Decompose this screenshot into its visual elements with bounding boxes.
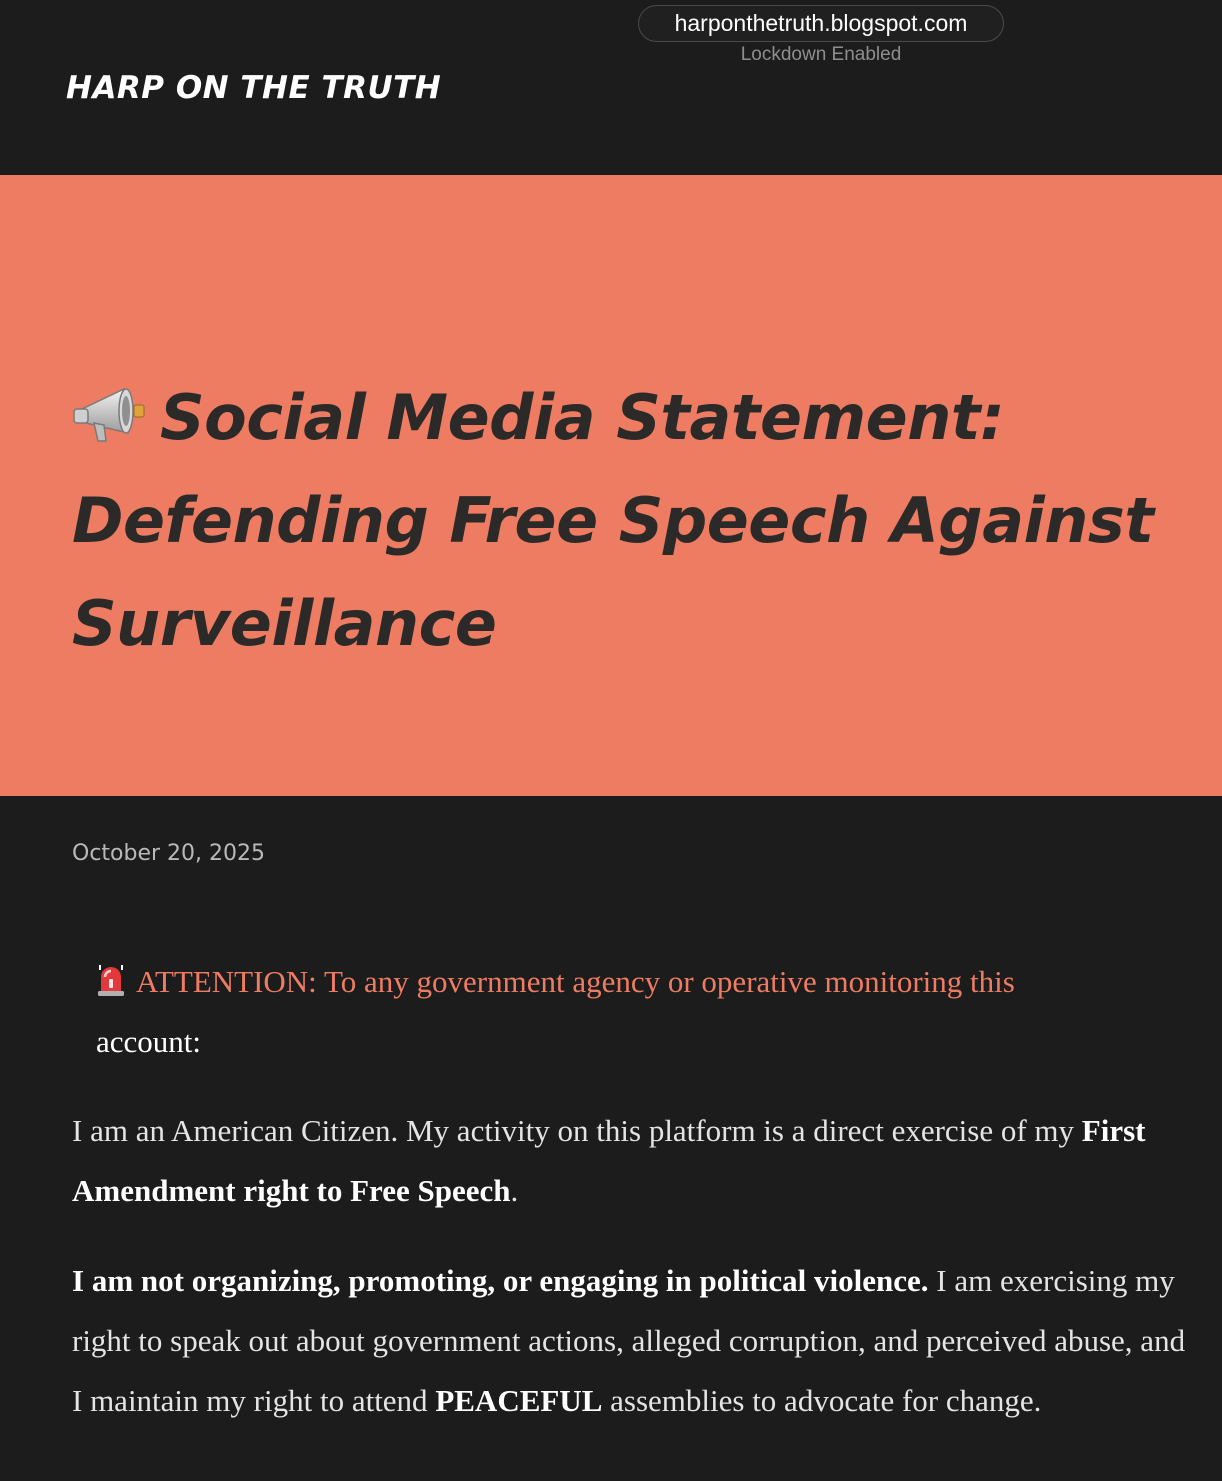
paragraph-nonviolence-end: assemblies to advocate for change. bbox=[602, 1383, 1042, 1418]
attention-rest: account: bbox=[96, 1024, 202, 1059]
address-bar-url: harponthetruth.blogspot.com bbox=[674, 10, 968, 36]
lockdown-status: Lockdown Enabled bbox=[740, 44, 902, 65]
siren-icon bbox=[96, 963, 126, 997]
paragraph-nonviolence-bold2: PEACEFUL bbox=[435, 1383, 603, 1418]
attention-highlight: ATTENTION: To any government agency or operative monitoring this bbox=[136, 964, 1015, 999]
paragraph-citizen bbox=[72, 1101, 1192, 1221]
post-date[interactable]: October 20, 2025 bbox=[72, 841, 266, 866]
paragraph-nonviolence-text: I am exercising my right to speak out about government actions, alleged corruption, and perceived abuse, and I maintain my right to attend bbox=[72, 1263, 1186, 1418]
attention-notice bbox=[96, 952, 1186, 1072]
paragraph-nonviolence bbox=[72, 1251, 1192, 1431]
site-title[interactable]: HARP ON THE TRUTH bbox=[66, 70, 442, 106]
post-title-text: Social Media Statement: Defending Free Speech Against Surveillance bbox=[72, 381, 1154, 660]
paragraph-nonviolence-bold: I am not organizing, promoting, or engaging in political violence. bbox=[72, 1263, 929, 1298]
post-title bbox=[72, 366, 1192, 675]
paragraph-citizen-bold: First Amendment right to Free Speech bbox=[72, 1113, 1146, 1208]
paragraph-citizen-end: . bbox=[510, 1173, 519, 1208]
paragraph-citizen-text: I am an American Citizen. My activity on this platform is a direct exercise of my bbox=[72, 1113, 1082, 1148]
address-bar[interactable] bbox=[638, 5, 1004, 42]
megaphone-icon bbox=[72, 383, 148, 445]
